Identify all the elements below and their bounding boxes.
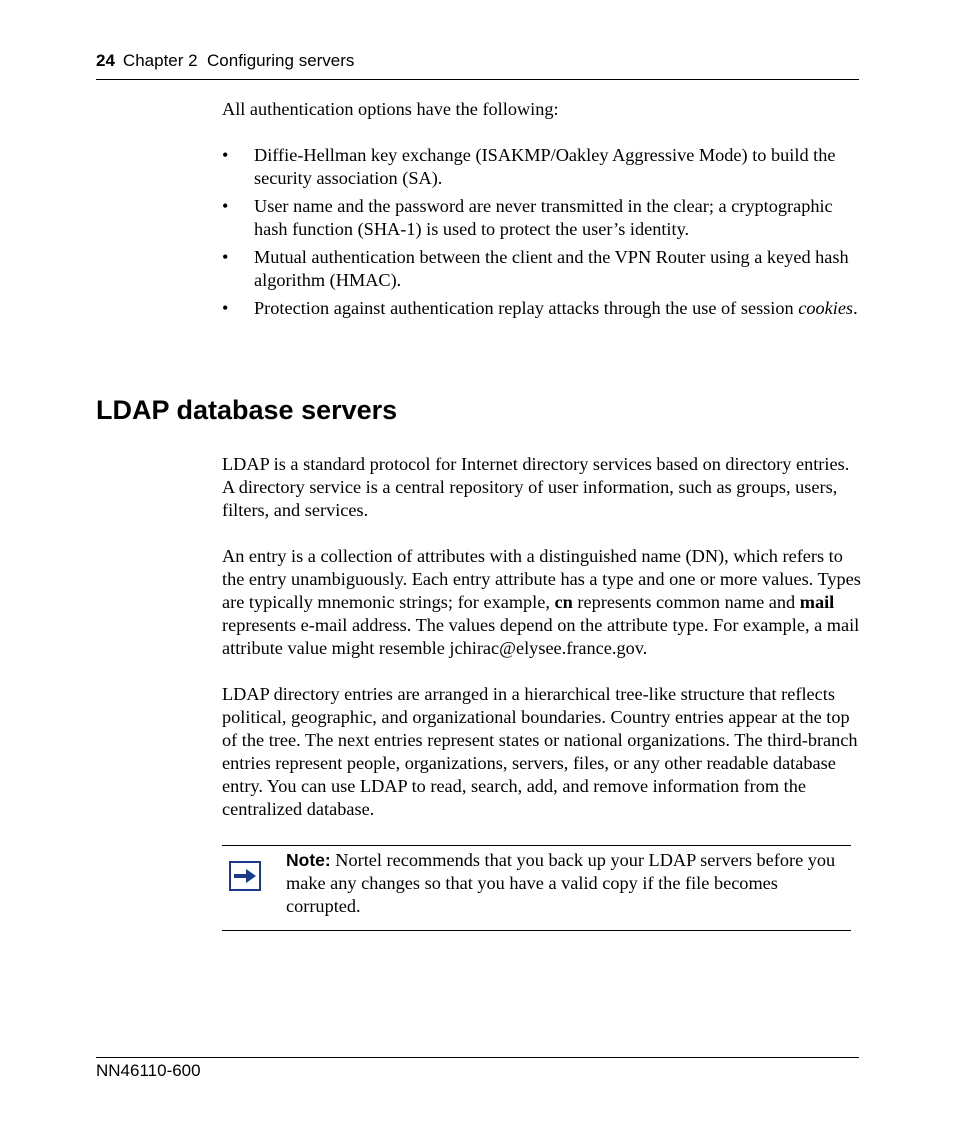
p2-part-c: represents common name and xyxy=(572,592,800,612)
section-title: LDAP database servers xyxy=(96,395,398,425)
footer-rule xyxy=(96,1057,859,1058)
bullet-text: User name and the password are never transmitted in the clear; a cryptographic hash function (SHA-1) is used to protect the user’s identity. xyxy=(254,196,833,239)
header-rule xyxy=(96,79,859,80)
list-item xyxy=(222,195,862,241)
page-header xyxy=(96,50,354,72)
bullet-icon: • xyxy=(222,196,229,216)
note-bottom-rule xyxy=(222,930,851,931)
arrow-right-icon xyxy=(229,861,261,891)
bullet-icon: • xyxy=(222,145,229,165)
bullet-icon: • xyxy=(222,298,229,318)
p2-bold-cn: cn xyxy=(554,592,573,612)
paragraph-3-text: LDAP directory entries are arranged in a hierarchical tree-like structure that reflects political, geographic, and organizational boundaries. Country entries appear at the top of the tree. The next entries represent states or national organizations. The third-branch entries represent people, organizations, servers, files, or any other readable database entry. You can use LDAP to read, search, add, and remove information from the centralized database. xyxy=(222,684,858,819)
intro-text xyxy=(222,98,862,121)
list-item xyxy=(222,246,862,292)
paragraph-1-text: LDAP is a standard protocol for Internet directory services based on directory entries. A directory service is a central repository of user information, such as groups, users, filters, and services. xyxy=(222,454,850,520)
paragraph-2-text xyxy=(222,545,862,660)
list-item xyxy=(222,144,862,190)
paragraph-2 xyxy=(222,545,862,660)
note-text xyxy=(286,849,856,918)
page-number: 24 xyxy=(96,51,115,70)
intro-paragraph: All authentication options have the following: xyxy=(222,99,559,119)
bullet-text: Diffie-Hellman key exchange (ISAKMP/Oakley Aggressive Mode) to build the security association (SA). xyxy=(254,145,836,188)
p2-part-d: represents e-mail address. The values depend on the attribute type. For example, a mail attribute value might resemble jchirac@elysee.france.gov. xyxy=(222,615,860,658)
paragraph-3 xyxy=(222,683,862,821)
footer-doc-number: NN46110-600 xyxy=(96,1061,201,1080)
chapter-title: Chapter 2 Configuring servers xyxy=(122,51,355,70)
bullet-list xyxy=(222,144,862,325)
bullet-text: Protection against authentication replay attacks through the use of session xyxy=(254,298,799,318)
bullet-text: Mutual authentication between the client and the VPN Router using a keyed hash algorithm (HMAC). xyxy=(254,247,849,290)
note-label: Note: xyxy=(286,850,331,870)
bullet-icon: • xyxy=(222,247,229,267)
note-body: Nortel recommends that you back up your LDAP servers before you make any changes so that you have a valid copy if the file becomes corrupted. xyxy=(286,850,836,916)
paragraph-1 xyxy=(222,453,862,522)
p2-part-a: An entry is a collection of attributes with a distinguished name (DN), which refers to the entry unambiguously. Each entry attribute has a type and one or more values. Types are typically mnemonic strings; for example, xyxy=(222,546,861,612)
bullet-emphasis: cookies xyxy=(798,298,854,318)
list-item xyxy=(222,297,862,320)
p2-bold-mail: mail xyxy=(799,592,835,612)
note-top-rule xyxy=(222,845,851,846)
bullet-text-end: . xyxy=(853,298,858,318)
